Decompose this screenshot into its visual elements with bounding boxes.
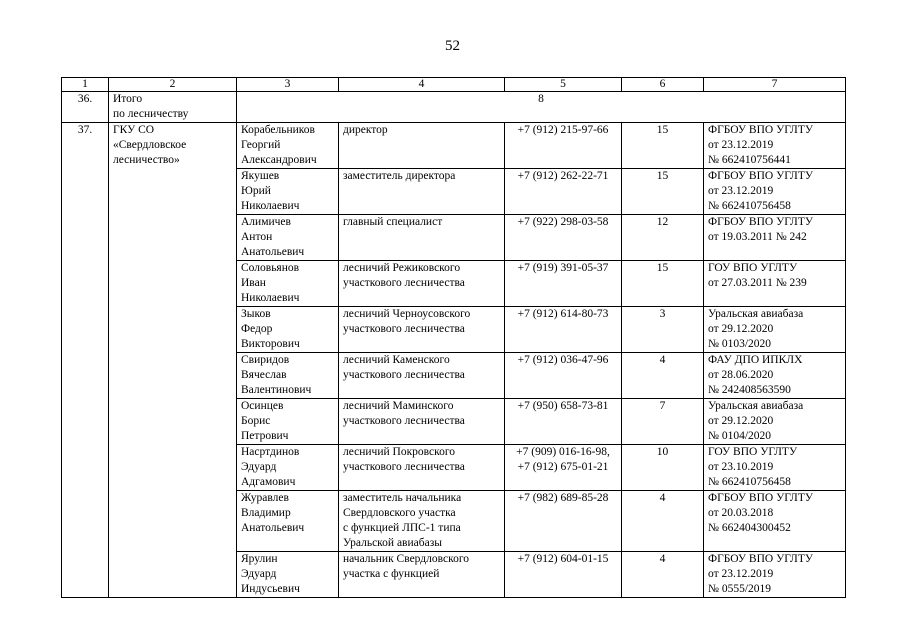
phone xyxy=(505,215,622,261)
phone xyxy=(505,552,622,598)
person-name-line: Зыков xyxy=(241,308,271,320)
document xyxy=(704,445,846,491)
document-line: № 662410756458 xyxy=(708,476,791,488)
person-name-line: Иван xyxy=(241,277,266,289)
column-header-row xyxy=(62,78,846,92)
position xyxy=(339,353,505,399)
position-line: заместитель начальника xyxy=(343,492,462,504)
document-line: от 29.12.2020 xyxy=(708,323,774,335)
phone xyxy=(505,491,622,552)
position xyxy=(339,552,505,598)
person-name xyxy=(237,353,339,399)
phone-line: +7 (982) 689-85-28 xyxy=(517,492,609,504)
position-line: участкового лесничества xyxy=(343,277,465,289)
person-name xyxy=(237,123,339,169)
phone-line: +7 (912) 614-80-73 xyxy=(517,308,609,320)
column-header: 6 xyxy=(622,78,704,92)
document-line: от 23.12.2019 xyxy=(708,139,774,151)
position-line: лесничий Режиковского xyxy=(343,262,461,274)
document-line: № 0555/2019 xyxy=(708,583,772,595)
person-name-line: Юрий xyxy=(241,185,271,197)
person-name xyxy=(237,552,339,598)
total-label-line: по лесничеству xyxy=(113,108,189,120)
position-line: Свердловского участка xyxy=(343,507,456,519)
count: 15 xyxy=(622,169,704,215)
document-line: № 242408563590 xyxy=(708,384,791,396)
count: 15 xyxy=(622,261,704,307)
person-name-line: Георгий xyxy=(241,139,281,151)
person-name-line: Эдуард xyxy=(241,461,277,473)
person-name-line: Анатольевич xyxy=(241,522,305,534)
document-line: ФГБОУ ВПО УГЛТУ xyxy=(708,170,813,182)
column-header: 3 xyxy=(237,78,339,92)
organization xyxy=(109,123,237,598)
count: 10 xyxy=(622,445,704,491)
person-name xyxy=(237,491,339,552)
document-line: № 0104/2020 xyxy=(708,430,772,442)
person-name-line: Якушев xyxy=(241,170,280,182)
phone-line: +7 (912) 262-22-71 xyxy=(517,170,609,182)
column-header: 2 xyxy=(109,78,237,92)
row-number: 37. xyxy=(62,123,109,598)
position xyxy=(339,261,505,307)
phone-line: +7 (912) 675-01-21 xyxy=(517,461,609,473)
person-name-line: Насртдинов xyxy=(241,446,300,458)
total-label xyxy=(109,92,237,123)
position-line: участкового лесничества xyxy=(343,369,465,381)
count: 7 xyxy=(622,399,704,445)
organization-line: лесничество» xyxy=(113,154,180,166)
document-line: ГОУ ВПО УГЛТУ xyxy=(708,446,798,458)
position-line: заместитель директора xyxy=(343,170,456,182)
position xyxy=(339,445,505,491)
phone xyxy=(505,169,622,215)
document-line: от 28.06.2020 xyxy=(708,369,774,381)
person-name-line: Валентинович xyxy=(241,384,312,396)
position-line: лесничий Каменского xyxy=(343,354,450,366)
position-line: участка с функцией xyxy=(343,568,440,580)
person-name xyxy=(237,399,339,445)
column-header: 1 xyxy=(62,78,109,92)
position-line: директор xyxy=(343,124,388,136)
phone xyxy=(505,399,622,445)
position xyxy=(339,491,505,552)
person-name xyxy=(237,307,339,353)
total-value: 8 xyxy=(237,92,846,123)
document xyxy=(704,353,846,399)
person-name xyxy=(237,445,339,491)
person-name-line: Корабельников xyxy=(241,124,315,136)
person-name-line: Владимир xyxy=(241,507,291,519)
document-line: Уральская авиабаза xyxy=(708,400,804,412)
person-name xyxy=(237,261,339,307)
document-line: № 662404300452 xyxy=(708,522,791,534)
staff-table xyxy=(61,77,846,598)
phone-line: +7 (919) 391-05-37 xyxy=(517,262,609,274)
person-name-line: Петрович xyxy=(241,430,289,442)
person-name-line: Федор xyxy=(241,323,273,335)
person-name-line: Анатольевич xyxy=(241,246,305,258)
phone xyxy=(505,123,622,169)
document-line: № 0103/2020 xyxy=(708,338,772,350)
person-name-line: Александрович xyxy=(241,154,317,166)
person-name-line: Антон xyxy=(241,231,273,243)
document-line: от 23.12.2019 xyxy=(708,568,774,580)
total-row xyxy=(62,92,846,123)
organization-line: ГКУ СО xyxy=(113,124,155,136)
column-header: 5 xyxy=(505,78,622,92)
position-line: участкового лесничества xyxy=(343,461,465,473)
document xyxy=(704,169,846,215)
document xyxy=(704,399,846,445)
person-name xyxy=(237,215,339,261)
person-name-line: Вячеслав xyxy=(241,369,287,381)
phone-line: +7 (922) 298-03-58 xyxy=(517,216,609,228)
position-line: с функцией ЛПС-1 типа xyxy=(343,522,461,534)
count: 4 xyxy=(622,491,704,552)
document xyxy=(704,215,846,261)
document-line: № 662410756458 xyxy=(708,200,791,212)
document-line: Уральская авиабаза xyxy=(708,308,804,320)
document-line: от 23.12.2019 xyxy=(708,185,774,197)
document xyxy=(704,552,846,598)
person-name-line: Свиридов xyxy=(241,354,290,366)
person-name-line: Соловьянов xyxy=(241,262,300,274)
document-line: от 29.12.2020 xyxy=(708,415,774,427)
person-name xyxy=(237,169,339,215)
column-header: 4 xyxy=(339,78,505,92)
total-label-line: Итого xyxy=(113,93,143,105)
position xyxy=(339,307,505,353)
document-line: ФАУ ДПО ИПКЛХ xyxy=(708,354,803,366)
document-line: от 19.03.2011 № 242 xyxy=(708,231,807,243)
document-line: ФГБОУ ВПО УГЛТУ xyxy=(708,492,813,504)
document-line: № 662410756441 xyxy=(708,154,791,166)
phone-line: +7 (912) 215-97-66 xyxy=(517,124,609,136)
person-name-line: Алимичев xyxy=(241,216,291,228)
phone-line: +7 (909) 016-16-98, xyxy=(516,446,610,458)
position-line: начальник Свердловского xyxy=(343,553,470,565)
person-name-line: Николаевич xyxy=(241,292,300,304)
document-line: ФГБОУ ВПО УГЛТУ xyxy=(708,216,813,228)
person-name-line: Ярулин xyxy=(241,553,278,565)
phone-line: +7 (912) 036-47-96 xyxy=(517,354,609,366)
document xyxy=(704,307,846,353)
document xyxy=(704,491,846,552)
person-name-line: Викторович xyxy=(241,338,300,350)
position-line: Уральской авиабазы xyxy=(343,537,442,549)
person-name-line: Журавлев xyxy=(241,492,289,504)
phone-line: +7 (950) 658-73-81 xyxy=(517,400,609,412)
phone xyxy=(505,353,622,399)
document-line: ГОУ ВПО УГЛТУ xyxy=(708,262,798,274)
person-name-line: Осинцев xyxy=(241,400,284,412)
position-line: лесничий Черноусовского xyxy=(343,308,471,320)
phone xyxy=(505,445,622,491)
position-line: участкового лесничества xyxy=(343,415,465,427)
person-name-line: Адгамович xyxy=(241,476,296,488)
phone-line: +7 (912) 604-01-15 xyxy=(517,553,609,565)
count: 3 xyxy=(622,307,704,353)
person-name-line: Борис xyxy=(241,415,271,427)
document-line: от 23.10.2019 xyxy=(708,461,774,473)
document-line: ФГБОУ ВПО УГЛТУ xyxy=(708,124,813,136)
position xyxy=(339,399,505,445)
person-name-line: Эдуард xyxy=(241,568,277,580)
document-line: от 20.03.2018 xyxy=(708,507,774,519)
position-line: участкового лесничества xyxy=(343,323,465,335)
count: 4 xyxy=(622,552,704,598)
position-line: лесничий Покровского xyxy=(343,446,456,458)
count: 15 xyxy=(622,123,704,169)
position xyxy=(339,169,505,215)
page-number: 52 xyxy=(445,38,460,54)
position xyxy=(339,123,505,169)
person-name-line: Николаевич xyxy=(241,200,300,212)
count: 12 xyxy=(622,215,704,261)
position xyxy=(339,215,505,261)
table-row xyxy=(62,123,846,169)
phone xyxy=(505,261,622,307)
position-line: главный специалист xyxy=(343,216,443,228)
position-line: лесничий Маминского xyxy=(343,400,454,412)
column-header: 7 xyxy=(704,78,846,92)
organization-line: «Свердловское xyxy=(113,139,187,151)
document xyxy=(704,261,846,307)
count: 4 xyxy=(622,353,704,399)
phone xyxy=(505,307,622,353)
row-number: 36. xyxy=(62,92,109,123)
document xyxy=(704,123,846,169)
document-line: ФГБОУ ВПО УГЛТУ xyxy=(708,553,813,565)
document-line: от 27.03.2011 № 239 xyxy=(708,277,807,289)
person-name-line: Индусьевич xyxy=(241,583,300,595)
